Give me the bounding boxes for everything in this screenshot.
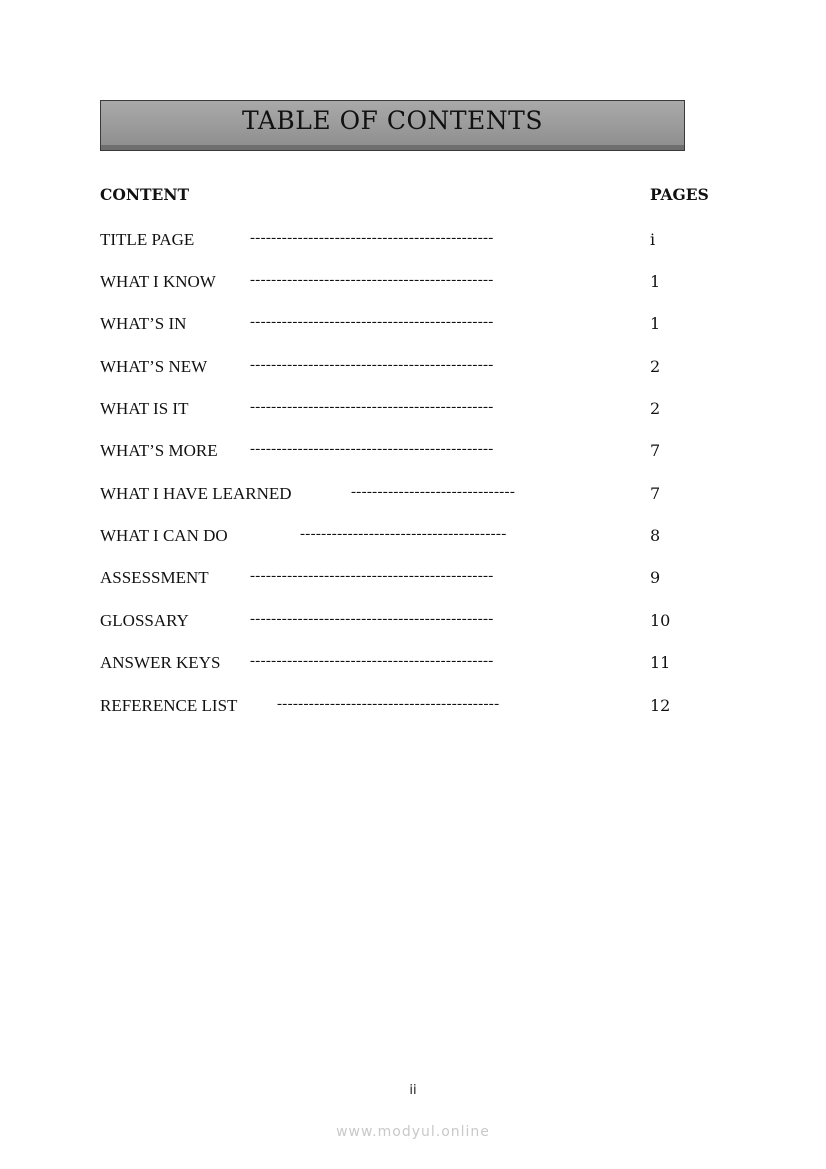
watermark-text: www.modyul.online (336, 1124, 490, 1140)
toc-entry-whats-new (0, 357, 826, 381)
pages-column-header: PAGES (650, 185, 709, 204)
toc-dot-leader: ---------------------------------------------- (250, 568, 494, 584)
footer-page-number: ii (409, 1083, 417, 1098)
toc-dot-leader: ------------------------------------------ (277, 696, 500, 712)
toc-entry-label: ASSESSMENT (100, 568, 209, 587)
toc-entry-label: TITLE PAGE (100, 230, 195, 249)
toc-entry-label: ANSWER KEYS (100, 653, 221, 672)
toc-entry-page: 1 (650, 314, 661, 333)
toc-dot-leader: ---------------------------------------------- (250, 441, 494, 457)
toc-entry-page: 7 (650, 484, 661, 503)
toc-title-box (100, 100, 685, 151)
toc-dot-leader: ---------------------------------------------- (250, 230, 494, 246)
toc-entry-page: 9 (650, 568, 661, 587)
toc-entry-what-i-have-learned (0, 484, 826, 508)
toc-entry-label: WHAT’S NEW (100, 357, 208, 376)
toc-dot-leader: ------------------------------- (351, 484, 516, 500)
toc-entry-label: WHAT I KNOW (100, 272, 216, 291)
toc-entry-page: i (650, 230, 656, 249)
toc-entry-what-i-can-do (0, 526, 826, 550)
toc-entry-label: WHAT’S MORE (100, 441, 218, 460)
toc-entry-page: 2 (650, 399, 661, 418)
toc-entry-what-i-know (0, 272, 826, 296)
toc-entry-label: WHAT IS IT (100, 399, 189, 418)
toc-entry-label: WHAT’S IN (100, 314, 187, 333)
toc-dot-leader: ---------------------------------------------- (250, 314, 494, 330)
page-title: TABLE OF CONTENTS (242, 106, 543, 135)
toc-dot-leader: ---------------------------------------------- (250, 611, 494, 627)
toc-entry-label: WHAT I HAVE LEARNED (100, 484, 292, 503)
toc-entry-label: REFERENCE LIST (100, 696, 238, 715)
toc-entry-whats-in (0, 314, 826, 338)
toc-dot-leader: ---------------------------------------------- (250, 399, 494, 415)
toc-dot-leader: ---------------------------------------------- (250, 272, 494, 288)
toc-entry-page: 12 (650, 696, 671, 715)
toc-dot-leader: ---------------------------------------------- (250, 653, 494, 669)
toc-entry-title-page (0, 230, 826, 254)
toc-entry-page: 1 (650, 272, 661, 291)
toc-entry-page: 11 (650, 653, 671, 672)
toc-entry-what-is-it (0, 399, 826, 423)
toc-entry-page: 7 (650, 441, 661, 460)
toc-entry-page: 10 (650, 611, 671, 630)
toc-entry-label: GLOSSARY (100, 611, 189, 630)
toc-entry-page: 8 (650, 526, 661, 545)
toc-entry-page: 2 (650, 357, 661, 376)
toc-dot-leader: ---------------------------------------------- (250, 357, 494, 373)
toc-entry-label: WHAT I CAN DO (100, 526, 228, 545)
toc-entry-glossary (0, 611, 826, 635)
toc-dot-leader: --------------------------------------- (300, 526, 507, 542)
toc-entry-reference-list (0, 696, 826, 720)
content-column-header: CONTENT (100, 185, 190, 204)
toc-entry-assessment (0, 568, 826, 592)
toc-entry-whats-more (0, 441, 826, 465)
toc-entry-answer-keys (0, 653, 826, 677)
